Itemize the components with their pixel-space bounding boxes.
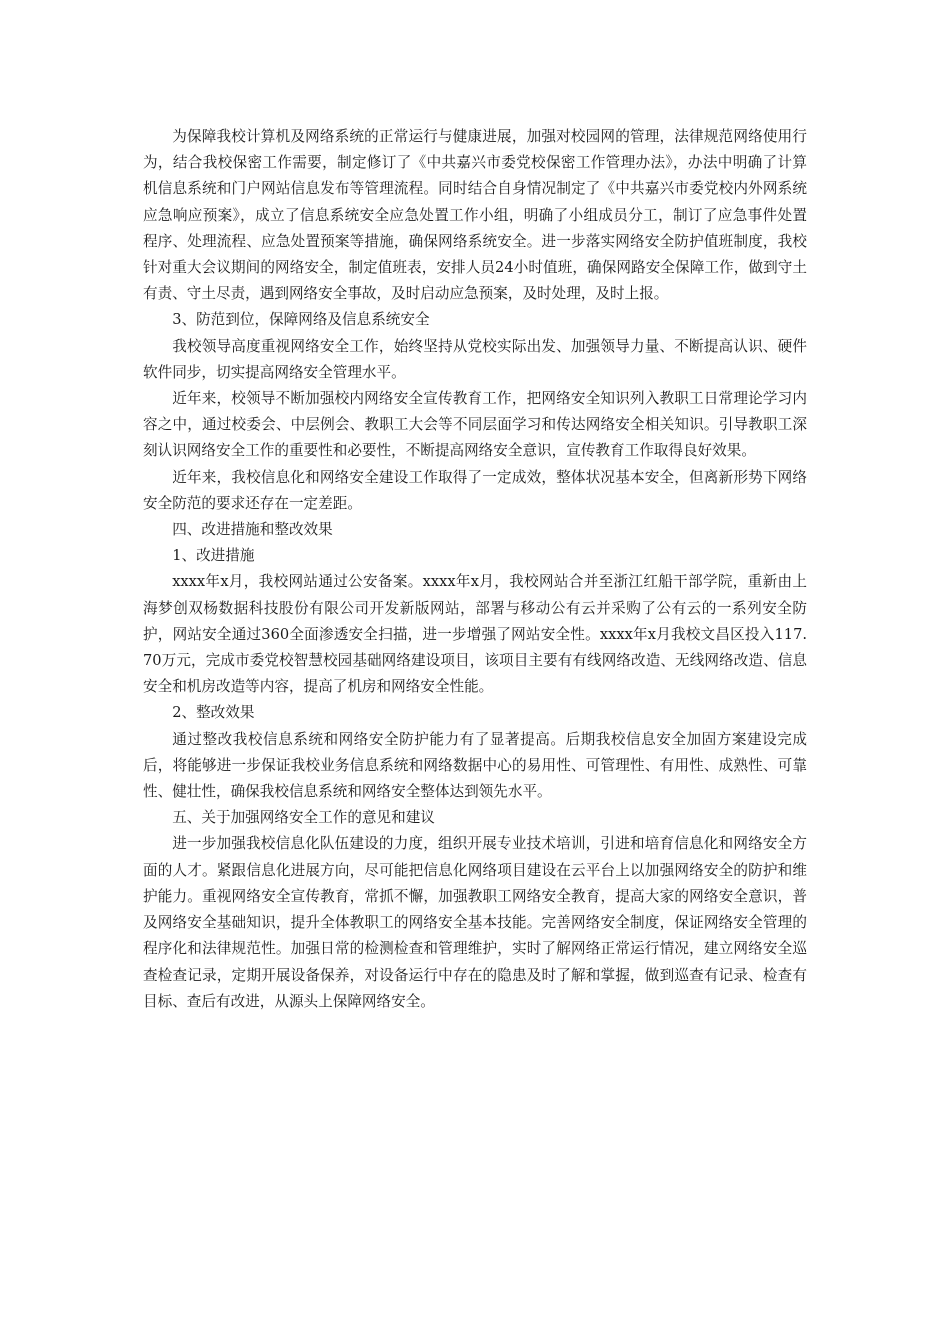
paragraph-effects: 通过整改我校信息系统和网络安全防护能力有了显著提高。后期我校信息安全加固方案建设完成后，将能够进一步保证我校业务信息系统和网络数据中心的易用性、可管理性、有用性、成熟性、可靠性、健壮性，确保我校信息系统和网络安全整体达到领先水平。 bbox=[143, 730, 807, 801]
document-body bbox=[143, 124, 807, 1015]
heading-2-effects: 2、整改效果 bbox=[172, 704, 255, 722]
paragraph-intro: 为保障我校计算机及网络系统的正常运行与健康进展，加强对校园网的管理，法律规范网络使用行为，结合我校保密工作需要，制定修订了《中共嘉兴市委党校保密工作管理办法》，办法中明确了计算机信息系统和门户网站信息发布等管理流程。同时结合自身情况制定了《中共嘉兴市委党校内外网系统应急响应预案》，成立了信息系统安全应急处置工作小组，明确了小组成员分工，制订了应急事件处置程序、处理流程、应急处置预案等措施，确保网络系统安全。进一步落实网络安全防护值班制度，我校针对重大会议期间的网络安全，制定值班表，安排人员24小时值班，确保网路安全保障工作，做到守土有责、守土尽责，遇到网络安全事故，及时启动应急预案，及时处理，及时上报。 bbox=[143, 128, 807, 303]
paragraph-leadership: 我校领导高度重视网络安全工作，始终坚持从党校实际出发、加强领导力量、不断提高认识、硬件软件同步，切实提高网络安全管理水平。 bbox=[143, 337, 807, 381]
heading-section-4: 四、改进措施和整改效果 bbox=[172, 521, 333, 539]
heading-3-prevention: 3、防范到位，保障网络及信息系统安全 bbox=[172, 311, 430, 329]
heading-section-5: 五、关于加强网络安全工作的意见和建议 bbox=[172, 809, 435, 827]
paragraph-status: 近年来，我校信息化和网络安全建设工作取得了一定成效，整体状况基本安全，但离新形势下网络安全防范的要求还存在一定差距。 bbox=[143, 468, 807, 512]
paragraph-measures: xxxx年x月，我校网站通过公安备案。xxxx年x月，我校网站合并至浙江红船干部学院，重新由上海梦创双杨数据科技股份有限公司开发新版网站，部署与移动公有云并采购了公有云的一系列安全防护，网站安全通过360全面渗透安全扫描，进一步增强了网站安全性。xxxx年x月我校文昌区投入117.70万元，完成市委党校智慧校园基础网络建设项目，该项目主要有有线网络改造、无线网络改造、信息安全和机房改造等内容，提高了机房和网络安全性能。 bbox=[143, 573, 807, 696]
paragraph-suggestions: 进一步加强我校信息化队伍建设的力度，组织开展专业技术培训，引进和培育信息化和网络安全方面的人才。紧跟信息化进展方向，尽可能把信息化网络项目建设在云平台上以加强网络安全的防护和维护能力。重视网络安全宣传教育，常抓不懈，加强教职工网络安全教育，提高大家的网络安全意识，普及网络安全基础知识，提升全体教职工的网络安全基本技能。完善网络安全制度，保证网络安全管理的程序化和法律规范性。加强日常的检测检查和管理维护，实时了解网络正常运行情况，建立网络安全巡查检查记录，定期开展设备保养，对设备运行中存在的隐患及时了解和掌握，做到巡查有记录、检查有目标、查后有改进，从源头上保障网络安全。 bbox=[143, 835, 807, 1010]
heading-1-measures: 1、改进措施 bbox=[172, 547, 255, 565]
paragraph-education: 近年来，校领导不断加强校内网络安全宣传教育工作，把网络安全知识列入教职工日常理论学习内容之中，通过校委会、中层例会、教职工大会等不同层面学习和传达网络安全相关知识。引导教职工深刻认识网络安全工作的重要性和必要性，不断提高网络安全意识，宣传教育工作取得良好效果。 bbox=[143, 390, 807, 460]
